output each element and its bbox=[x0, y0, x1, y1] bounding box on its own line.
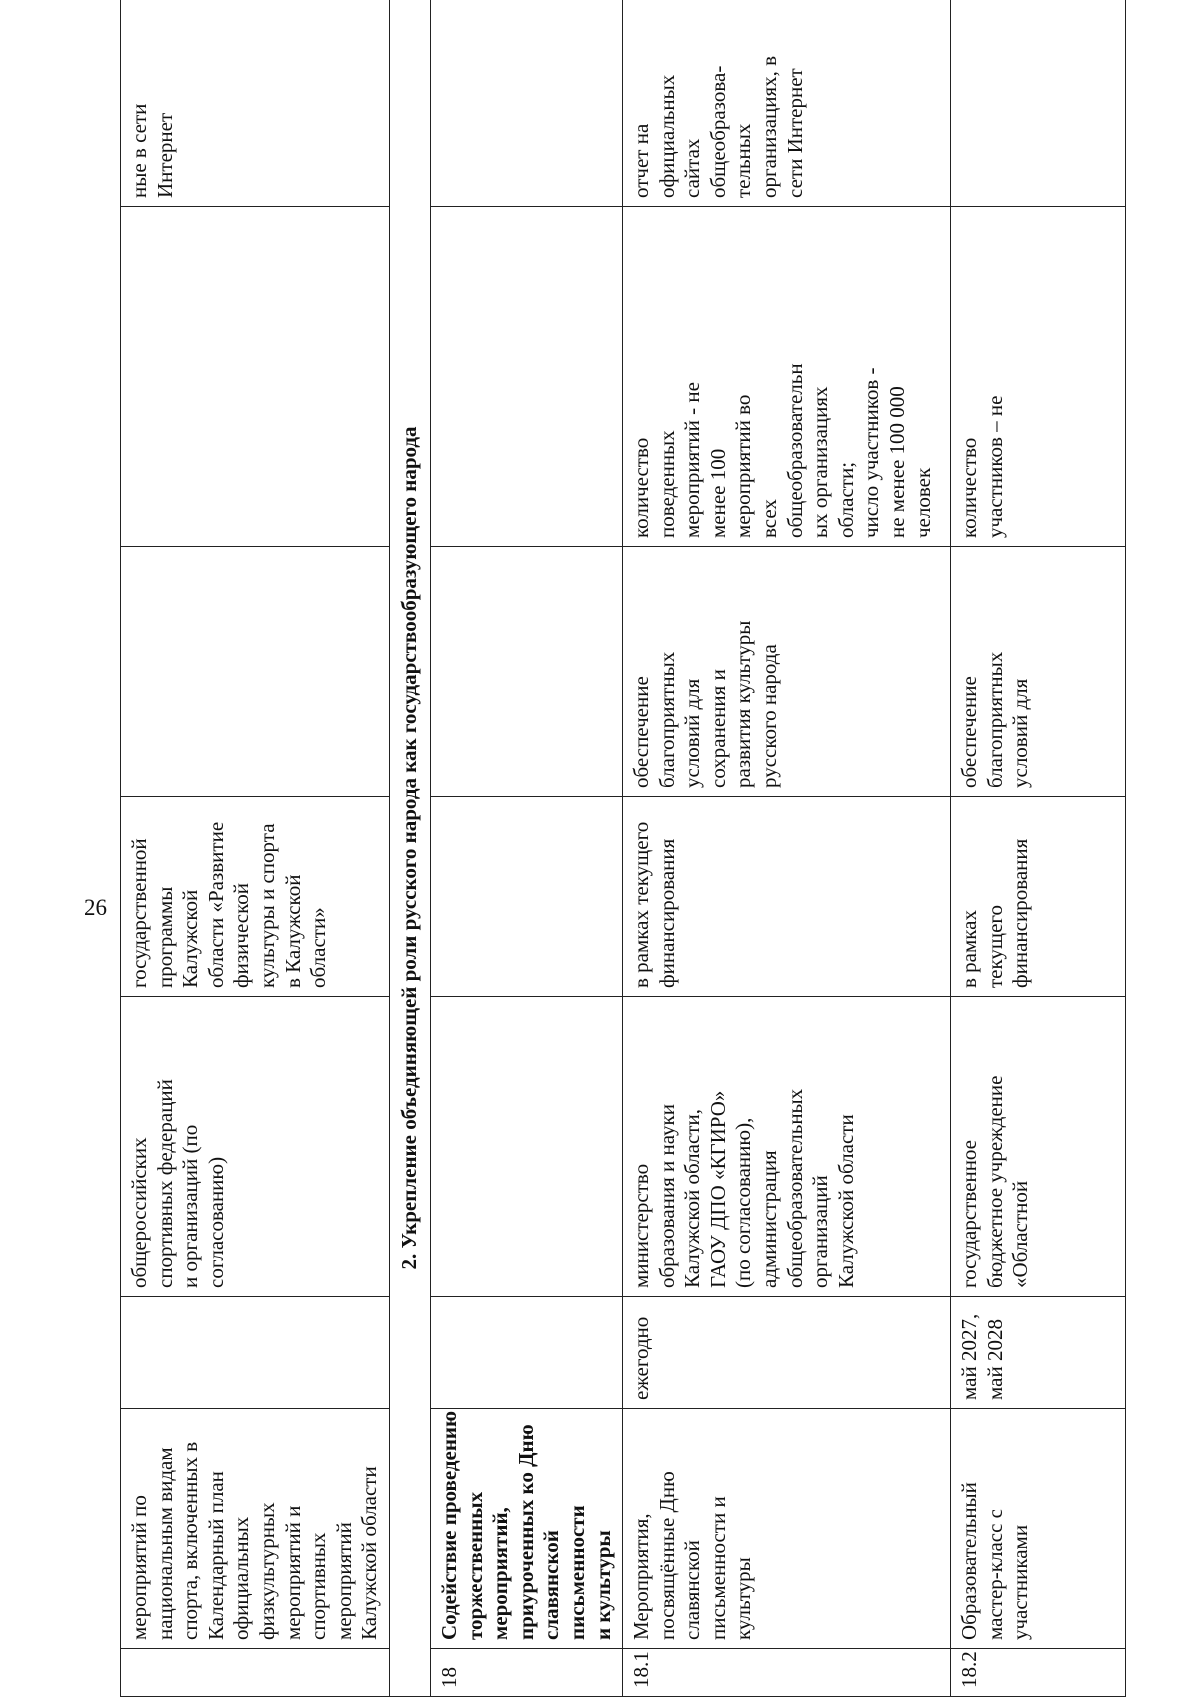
cell-line: области; bbox=[833, 461, 858, 538]
cell-num: 18 bbox=[430, 1649, 622, 1697]
cell-line: в рамках текущего bbox=[629, 821, 654, 988]
cell-line: согласованию) bbox=[203, 1156, 228, 1288]
table-row bbox=[121, 0, 390, 1697]
cell-line: ежегодно bbox=[629, 1316, 654, 1400]
table-row bbox=[623, 0, 951, 1697]
cell-line: финансирования bbox=[654, 838, 679, 988]
cell-line: обеспечение bbox=[957, 676, 982, 788]
cell-line: славянской bbox=[680, 1540, 705, 1640]
cell-line: русского народа bbox=[757, 644, 782, 788]
cell-line: менее 100 bbox=[705, 448, 730, 538]
cell-period bbox=[623, 1297, 951, 1409]
cell-line: славянской bbox=[539, 1530, 564, 1640]
cell-line: бюджетное учреждение bbox=[982, 1075, 1007, 1288]
cell-num bbox=[121, 1649, 390, 1697]
cell-line: условий для bbox=[1008, 678, 1033, 788]
cell-line: посвящённые Дню bbox=[654, 1471, 679, 1640]
cell-line: Интернет bbox=[152, 112, 177, 198]
cell-period bbox=[121, 1297, 390, 1409]
cell-line: Мероприятия, bbox=[629, 1513, 654, 1640]
cell-line: спортивных bbox=[306, 1532, 331, 1640]
cell-line: благоприятных bbox=[982, 651, 1007, 788]
cell-line: текущего bbox=[982, 905, 1007, 988]
cell-line: Календарный план bbox=[203, 1471, 228, 1640]
cell-line: поведенных bbox=[654, 430, 679, 538]
cell-line: Калужской области, bbox=[680, 1109, 705, 1288]
cell-line: письменности и bbox=[705, 1496, 730, 1640]
cell-indicator bbox=[430, 207, 622, 547]
cell-control bbox=[623, 0, 951, 207]
cell-executors bbox=[121, 997, 390, 1297]
section-row bbox=[389, 0, 430, 1697]
cell-line: Образовательный bbox=[957, 1482, 982, 1640]
cell-line: администрация bbox=[757, 1150, 782, 1288]
cell-line: финансирования bbox=[1008, 838, 1033, 988]
page-number: 26 bbox=[84, 895, 107, 920]
cell-financing bbox=[623, 797, 951, 997]
cell-line: государственной bbox=[127, 838, 151, 988]
cell-line: «Областной bbox=[1008, 1180, 1033, 1288]
cell-line: организаций bbox=[808, 1175, 833, 1288]
cell-line: благоприятных bbox=[654, 651, 679, 788]
cell-line: в Калужской bbox=[280, 874, 305, 988]
cell-line: в рамках bbox=[957, 910, 982, 988]
cell-line: отчет на bbox=[629, 123, 654, 198]
cell-result bbox=[951, 547, 1126, 797]
cell-executors bbox=[623, 997, 951, 1297]
cell-line: участниками bbox=[1008, 1524, 1033, 1640]
cell-line: количество bbox=[629, 437, 654, 538]
cell-financing bbox=[121, 797, 390, 997]
cell-num: 18.2 bbox=[951, 1649, 1126, 1697]
cell-line: и организаций (по bbox=[178, 1124, 203, 1288]
cell-line: сайтах bbox=[680, 138, 705, 198]
cell-line: торжественных bbox=[462, 1491, 487, 1640]
cell-financing bbox=[951, 797, 1126, 997]
cell-indicator bbox=[121, 207, 390, 547]
cell-num: 18.1 bbox=[623, 1649, 951, 1697]
cell-line: Калужской области bbox=[833, 1114, 858, 1288]
cell-line: официальных bbox=[654, 74, 679, 198]
cell-line: спортивных федераций bbox=[152, 1079, 177, 1288]
section-title: 2. Укрепление объединяющей роли русского народа как государствообразующего народа bbox=[389, 0, 430, 1697]
cell-line: Содействие проведению bbox=[436, 1410, 461, 1640]
cell-event bbox=[430, 1409, 622, 1649]
cell-line: образования и науки bbox=[654, 1104, 679, 1288]
cell-line: физкультурных bbox=[254, 1502, 279, 1640]
cell-line: май 2027, bbox=[957, 1313, 982, 1400]
cell-line: организациях, в bbox=[757, 55, 782, 198]
rotated-page bbox=[120, 0, 1110, 1697]
cell-line: программы bbox=[152, 886, 177, 988]
cell-indicator bbox=[951, 207, 1126, 547]
cell-period bbox=[951, 1297, 1126, 1409]
cell-line: участников – не bbox=[982, 395, 1007, 538]
cell-line: государственное bbox=[957, 1139, 982, 1288]
cell-executors bbox=[430, 997, 622, 1297]
cell-line: культуры и спорта bbox=[254, 823, 279, 988]
cell-period bbox=[430, 1297, 622, 1409]
cell-line: ГАОУ ДПО «КГИРО» bbox=[705, 1090, 730, 1288]
cell-line: май 2028 bbox=[982, 1319, 1007, 1400]
cell-line: письменности bbox=[564, 1505, 589, 1640]
cell-line: сети Интернет bbox=[782, 68, 807, 198]
cell-line: мероприятий - не bbox=[680, 382, 705, 538]
cell-control bbox=[951, 0, 1126, 207]
cell-line: мастер-класс с bbox=[982, 1509, 1007, 1640]
cell-line: общеобразовательных bbox=[782, 1088, 807, 1288]
cell-executors bbox=[951, 997, 1126, 1297]
cell-line: тельных bbox=[731, 123, 756, 198]
cell-line: ные в сети bbox=[127, 103, 151, 198]
cell-event bbox=[623, 1409, 951, 1649]
cell-indicator bbox=[623, 207, 951, 547]
cell-line: мероприятий, bbox=[488, 1507, 513, 1640]
cell-line: общеобразовательн bbox=[782, 363, 807, 538]
cell-financing bbox=[430, 797, 622, 997]
cell-line: официальных bbox=[229, 1516, 254, 1640]
cell-line: мероприятий во bbox=[731, 394, 756, 538]
action-plan-table bbox=[120, 0, 1126, 1697]
table-row bbox=[951, 0, 1126, 1697]
cell-line: число участников - bbox=[859, 367, 884, 538]
cell-event bbox=[121, 1409, 390, 1649]
table-row bbox=[430, 0, 622, 1697]
cell-line: (по согласованию), bbox=[731, 1117, 756, 1288]
cell-line: области» bbox=[306, 907, 331, 988]
cell-line: общероссийских bbox=[127, 1137, 151, 1288]
cell-line: мероприятий и bbox=[280, 1505, 305, 1640]
cell-line: приуроченных ко Дню bbox=[513, 1424, 538, 1640]
cell-line: количество bbox=[957, 437, 982, 538]
cell-line: культуры bbox=[731, 1557, 756, 1640]
cell-result bbox=[623, 547, 951, 797]
cell-line: сохранения и bbox=[705, 669, 730, 788]
cell-line: области «Развитие bbox=[203, 821, 228, 988]
cell-event bbox=[951, 1409, 1126, 1649]
cell-line: министерство bbox=[629, 1163, 654, 1288]
cell-line: человек bbox=[910, 467, 935, 538]
cell-line: спорта, включенных в bbox=[178, 1441, 203, 1640]
cell-line: обеспечение bbox=[629, 676, 654, 788]
cell-line: мероприятий по bbox=[127, 1495, 151, 1640]
cell-line: всех bbox=[757, 499, 782, 538]
cell-result bbox=[430, 547, 622, 797]
cell-line: Калужской области bbox=[357, 1466, 382, 1640]
cell-line: общеобразова- bbox=[705, 65, 730, 198]
cell-line: развития культуры bbox=[731, 620, 756, 788]
cell-control bbox=[121, 0, 390, 207]
cell-line: и культуры bbox=[590, 1530, 615, 1640]
cell-line: не менее 100 000 bbox=[885, 386, 910, 538]
cell-line: условий для bbox=[680, 678, 705, 788]
cell-line: национальным видам bbox=[152, 1447, 177, 1640]
cell-control bbox=[430, 0, 622, 207]
cell-result bbox=[121, 547, 390, 797]
cell-line: физической bbox=[229, 883, 254, 988]
cell-line: Калужской bbox=[178, 889, 203, 988]
cell-line: ых организациях bbox=[808, 386, 833, 538]
cell-line: мероприятий bbox=[331, 1522, 356, 1640]
